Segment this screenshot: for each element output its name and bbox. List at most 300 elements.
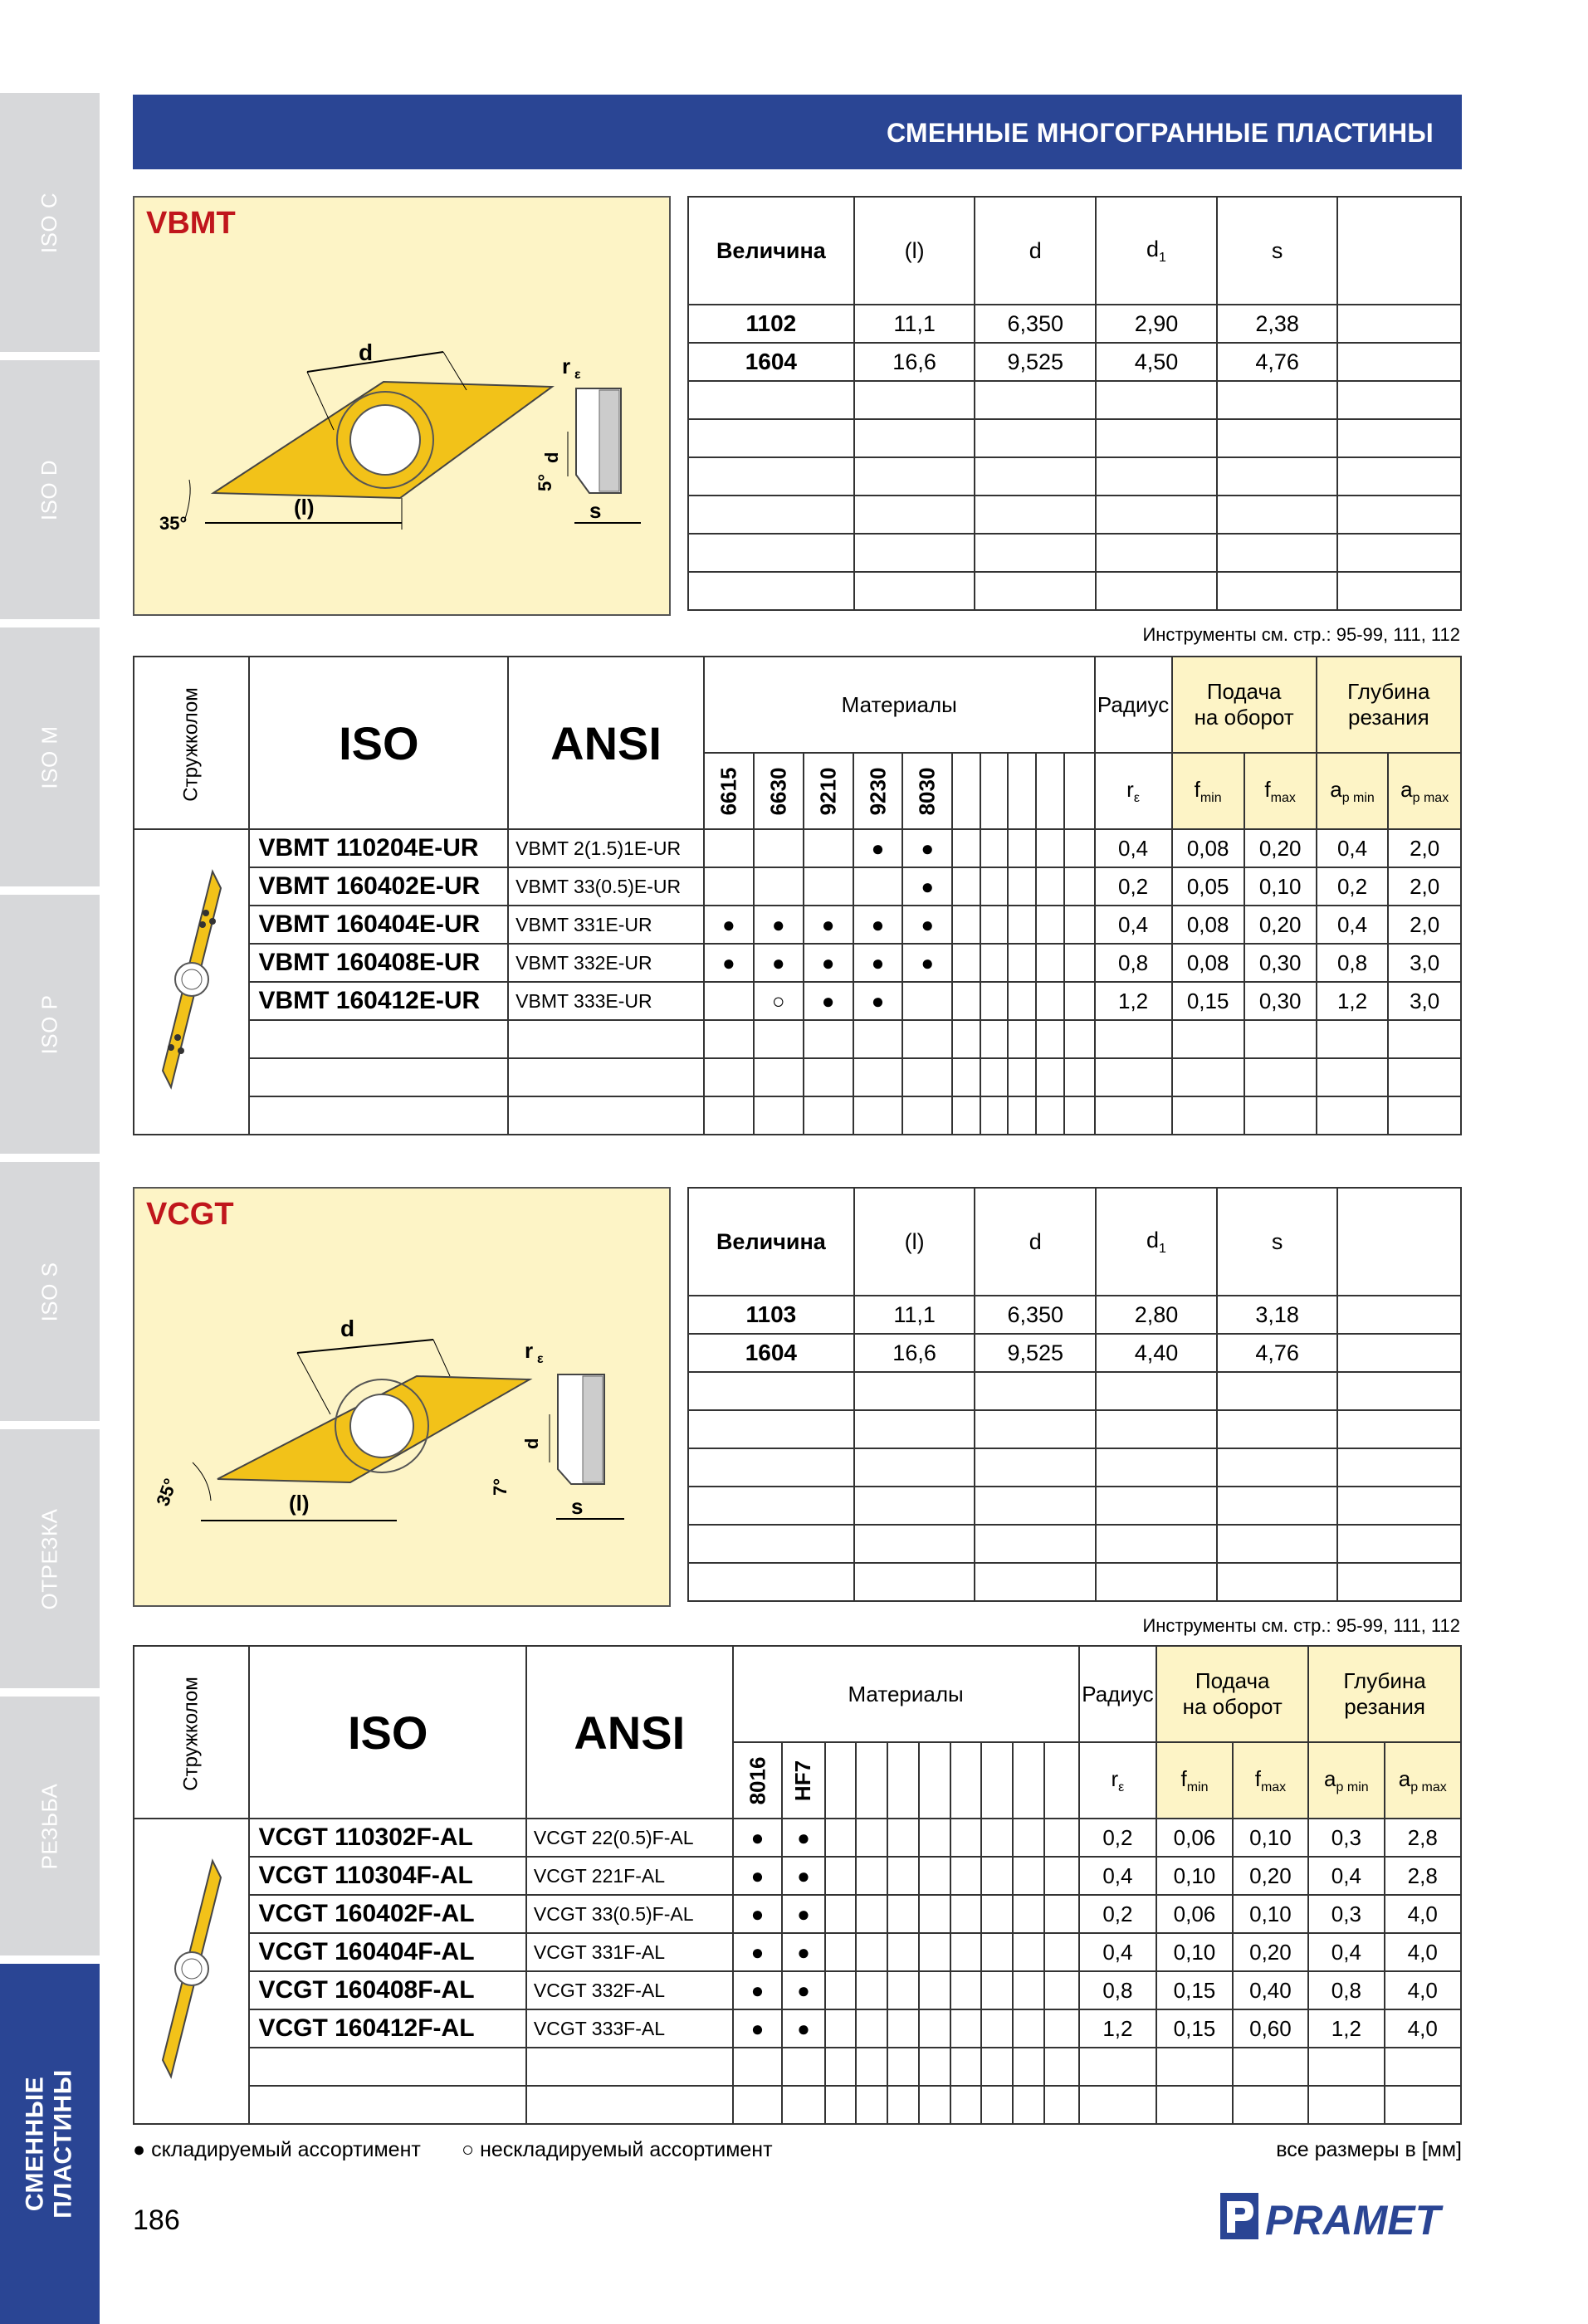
ansi-code: VCGT 332F-AL xyxy=(526,1971,733,2009)
grade-cell xyxy=(950,2086,982,2124)
dim-cell: 16,6 xyxy=(854,343,975,381)
dim-re-label: r xyxy=(562,354,571,378)
vcgt-insert-icon xyxy=(154,1844,229,2093)
param-cell: 0,20 xyxy=(1233,1857,1308,1895)
grade-cell: ● xyxy=(733,1971,783,2009)
materials-table-vbmt xyxy=(133,656,1462,1135)
ansi-header: ANSI xyxy=(508,657,704,829)
grade-header xyxy=(919,1742,950,1819)
iso-code: VBMT 160408E-UR xyxy=(249,944,508,982)
grade-cell xyxy=(856,1971,887,2009)
grade-cell xyxy=(825,1857,857,1895)
pramet-logo xyxy=(1220,2188,1461,2246)
dim-cell: 4,40 xyxy=(1096,1334,1217,1372)
dim-cell xyxy=(688,1563,854,1601)
grade-cell xyxy=(825,2009,857,2048)
grade-cell: ● xyxy=(853,906,903,944)
sidebar-tab-iso-d[interactable] xyxy=(0,360,100,619)
grade-cell xyxy=(825,1895,857,1933)
dim-cell xyxy=(1217,1563,1338,1601)
grade-cell: ● xyxy=(853,944,903,982)
grade-cell xyxy=(1036,1096,1064,1135)
ansi-code xyxy=(508,1020,704,1058)
param-cell: 0,8 xyxy=(1308,1971,1384,2009)
table-row xyxy=(134,2086,1461,2124)
dim-row xyxy=(688,1296,1461,1334)
sidebar-tab-inserts[interactable] xyxy=(0,1964,100,2324)
dim-l-label: (l) xyxy=(289,1491,310,1516)
grade-cell xyxy=(1044,1819,1079,1857)
grade-cell xyxy=(1036,982,1064,1020)
param-cell: 2,8 xyxy=(1385,1819,1461,1857)
dim-cell xyxy=(1337,572,1461,610)
ansi-code xyxy=(508,1058,704,1096)
grade-cell xyxy=(887,1933,919,1971)
param-header-fmax: $f_{max}$ xyxy=(1244,753,1317,829)
dim-row xyxy=(688,305,1461,343)
grade-cell xyxy=(853,867,903,906)
page-number: 186 xyxy=(133,2204,180,2236)
dim-row xyxy=(688,1487,1461,1525)
param-cell xyxy=(1385,2048,1461,2086)
param-cell: 0,8 xyxy=(1317,944,1389,982)
grade-cell: ● xyxy=(804,982,853,1020)
grade-cell xyxy=(853,1020,903,1058)
dim-cell xyxy=(1337,1525,1461,1563)
dim-cell xyxy=(1217,1372,1338,1410)
grade-cell xyxy=(1036,944,1064,982)
grade-cell: ● xyxy=(733,1895,783,1933)
grade-cell xyxy=(704,1020,754,1058)
grade-cell xyxy=(825,1933,857,1971)
grade-cell xyxy=(950,1933,982,1971)
param-cell: 0,2 xyxy=(1095,867,1172,906)
param-cell: 0,2 xyxy=(1317,867,1389,906)
ansi-code: VBMT 333E-UR xyxy=(508,982,704,1020)
grade-cell xyxy=(981,1819,1013,1857)
dim-header-size: Величина xyxy=(688,197,854,305)
radius-header: Радиус xyxy=(1095,657,1172,753)
dim-header-size: Величина xyxy=(688,1188,854,1296)
grade-header: 8016 xyxy=(733,1742,783,1819)
grade-cell: ● xyxy=(754,944,804,982)
dim-cell xyxy=(975,534,1096,572)
grade-cell: ● xyxy=(902,906,952,944)
param-cell xyxy=(1172,1096,1244,1135)
iso-header: ISO xyxy=(249,1646,525,1819)
grade-cell xyxy=(733,2048,783,2086)
dim-cell xyxy=(1337,457,1461,496)
dim-row xyxy=(688,1563,1461,1601)
grade-cell xyxy=(1008,1096,1036,1135)
grade-cell xyxy=(1008,1058,1036,1096)
materials-header: Материалы xyxy=(704,657,1095,753)
grade-cell: ● xyxy=(782,1857,824,1895)
grade-cell xyxy=(887,2009,919,2048)
param-cell: 1,2 xyxy=(1308,2009,1384,2048)
grade-cell: ● xyxy=(782,2009,824,2048)
dim-cell: 1102 xyxy=(688,305,854,343)
param-cell: 2,0 xyxy=(1388,906,1461,944)
dim-cell xyxy=(854,1525,975,1563)
dim-cell xyxy=(1096,1372,1217,1410)
ansi-code xyxy=(526,2086,733,2124)
grade-cell xyxy=(952,906,980,944)
grade-cell xyxy=(981,2086,1013,2124)
grade-cell xyxy=(981,2009,1013,2048)
depth-header: Глубина резания xyxy=(1317,657,1461,753)
grade-header: 9210 xyxy=(804,753,853,829)
grade-cell: ● xyxy=(704,906,754,944)
grade-cell xyxy=(1036,1058,1064,1096)
dim-row xyxy=(688,1334,1461,1372)
dim-header-l: (l) xyxy=(854,197,975,305)
grade-cell xyxy=(853,1058,903,1096)
chipbreaker-image xyxy=(134,1819,249,2124)
param-cell: 0,10 xyxy=(1244,867,1317,906)
grade-header xyxy=(952,753,980,829)
table-row xyxy=(134,1857,1461,1895)
iso-code: VBMT 160402E-UR xyxy=(249,867,508,906)
grade-cell xyxy=(1008,1020,1036,1058)
grade-cell xyxy=(856,1857,887,1895)
grade-cell xyxy=(1013,1933,1044,1971)
grade-cell xyxy=(1044,1895,1079,1933)
dim-cell xyxy=(854,496,975,534)
dim-header-d1: $d_1$ xyxy=(1096,197,1217,305)
dim-cell xyxy=(1096,419,1217,457)
grade-header xyxy=(950,1742,982,1819)
dim-relief-label: 5° xyxy=(535,473,555,491)
param-cell: 2,0 xyxy=(1388,867,1461,906)
param-cell: 0,60 xyxy=(1233,2009,1308,2048)
dim-cell xyxy=(1337,419,1461,457)
legend-nonstock xyxy=(462,2138,773,2162)
ansi-code: VBMT 331E-UR xyxy=(508,906,704,944)
grade-cell: ● xyxy=(733,1933,783,1971)
grade-header xyxy=(981,1742,1013,1819)
grade-cell xyxy=(1036,829,1064,867)
grade-cell xyxy=(754,1020,804,1058)
param-cell: 0,8 xyxy=(1095,944,1172,982)
dim-cell xyxy=(1337,1487,1461,1525)
grade-cell xyxy=(902,982,952,1020)
ansi-code: VCGT 221F-AL xyxy=(526,1857,733,1895)
grade-cell xyxy=(952,1020,980,1058)
grade-cell xyxy=(704,1096,754,1135)
dim-cell xyxy=(688,496,854,534)
grade-cell xyxy=(887,1819,919,1857)
dim-cell xyxy=(1096,1487,1217,1525)
iso-code: VBMT 160404E-UR xyxy=(249,906,508,944)
grade-cell xyxy=(1044,1971,1079,2009)
pramet-logo-text: PRAMET xyxy=(1265,2197,1441,2243)
grade-cell xyxy=(1013,1857,1044,1895)
dim-row xyxy=(688,1410,1461,1448)
dim-cell: 1604 xyxy=(688,1334,854,1372)
sidebar-tab-label: ISO P xyxy=(37,994,62,1054)
param-cell xyxy=(1095,1096,1172,1135)
grade-header: 8030 xyxy=(902,753,952,829)
dim-cell xyxy=(975,457,1096,496)
param-cell xyxy=(1317,1020,1389,1058)
grade-cell xyxy=(1064,867,1095,906)
dim-row xyxy=(688,381,1461,419)
grade-header xyxy=(1064,753,1095,829)
dim-cell xyxy=(1096,381,1217,419)
grade-cell xyxy=(952,944,980,982)
param-cell: 3,0 xyxy=(1388,944,1461,982)
param-cell: 0,3 xyxy=(1308,1819,1384,1857)
dim-cell: 3,18 xyxy=(1217,1296,1338,1334)
grade-cell xyxy=(919,1857,950,1895)
grade-cell xyxy=(1036,1020,1064,1058)
param-header-fmax: $f_{max}$ xyxy=(1233,1742,1308,1819)
table-row xyxy=(134,829,1461,867)
param-header-re: $r_\varepsilon$ xyxy=(1079,1742,1157,1819)
table-row xyxy=(134,906,1461,944)
iso-code: VCGT 160402F-AL xyxy=(249,1895,525,1933)
grade-cell xyxy=(902,1096,952,1135)
dim-cell xyxy=(688,457,854,496)
grade-cell xyxy=(887,2048,919,2086)
param-cell: 0,15 xyxy=(1156,2009,1232,2048)
grade-cell: ● xyxy=(782,1895,824,1933)
dim-cell: 9,525 xyxy=(975,343,1096,381)
dim-cell xyxy=(1096,1525,1217,1563)
grade-cell xyxy=(981,2048,1013,2086)
grade-cell xyxy=(782,2048,824,2086)
grade-cell xyxy=(1008,944,1036,982)
grade-cell xyxy=(1036,906,1064,944)
ansi-code: VCGT 331F-AL xyxy=(526,1933,733,1971)
dim-row xyxy=(688,534,1461,572)
param-cell xyxy=(1385,2086,1461,2124)
dim-cell xyxy=(1337,1410,1461,1448)
grade-cell xyxy=(754,1096,804,1135)
dim-relief-label: 7° xyxy=(490,1477,511,1496)
grade-cell xyxy=(902,1020,952,1058)
dim-cell xyxy=(688,1487,854,1525)
grade-cell xyxy=(754,829,804,867)
param-cell xyxy=(1308,2086,1384,2124)
grade-cell xyxy=(950,1819,982,1857)
param-header-apmin: $a_{p min}$ xyxy=(1317,753,1389,829)
grade-header xyxy=(1044,1742,1079,1819)
param-cell xyxy=(1233,2086,1308,2124)
dimensions-table-vbmt xyxy=(687,196,1462,611)
grade-cell: ● xyxy=(902,944,952,982)
param-cell xyxy=(1317,1058,1389,1096)
dim-cell xyxy=(1337,1334,1461,1372)
param-header-fmin: $f_{min}$ xyxy=(1156,1742,1232,1819)
param-cell xyxy=(1095,1020,1172,1058)
grade-header xyxy=(1036,753,1064,829)
param-cell: 0,8 xyxy=(1079,1971,1157,2009)
dim-cell xyxy=(854,381,975,419)
dim-d-label: d xyxy=(340,1316,355,1341)
grade-cell xyxy=(950,1857,982,1895)
grade-cell xyxy=(1013,2086,1044,2124)
dim-cell: 2,38 xyxy=(1217,305,1338,343)
units-note: все размеры в [мм] xyxy=(1276,2138,1462,2161)
dim-row xyxy=(688,1448,1461,1487)
grade-cell xyxy=(856,1933,887,1971)
dim-cell: 6,350 xyxy=(975,305,1096,343)
iso-code xyxy=(249,1020,508,1058)
sidebar-tab-iso-m[interactable] xyxy=(0,627,100,886)
ansi-code: VBMT 332E-UR xyxy=(508,944,704,982)
insert-code: VCGT xyxy=(146,1197,234,1232)
dim-d-label: d xyxy=(359,339,374,365)
param-cell: 0,4 xyxy=(1095,829,1172,867)
param-cell xyxy=(1244,1058,1317,1096)
iso-header: ISO xyxy=(249,657,508,829)
grade-cell xyxy=(1008,906,1036,944)
iso-code xyxy=(249,1096,508,1135)
param-cell xyxy=(1079,2086,1157,2124)
ansi-code: VBMT 33(0.5)E-UR xyxy=(508,867,704,906)
grade-cell xyxy=(856,1895,887,1933)
table-row xyxy=(134,2009,1461,2048)
dim-header-d: d xyxy=(975,1188,1096,1296)
dim-cell xyxy=(854,1487,975,1525)
dim-cell xyxy=(1337,1296,1461,1334)
grade-cell xyxy=(856,2048,887,2086)
grade-cell: ● xyxy=(733,2009,783,2048)
dim-cell xyxy=(1337,1448,1461,1487)
grade-cell xyxy=(1008,867,1036,906)
grade-cell xyxy=(952,1058,980,1096)
grade-cell: ● xyxy=(853,982,903,1020)
grade-cell xyxy=(754,1058,804,1096)
param-cell: 0,40 xyxy=(1233,1971,1308,2009)
param-cell: 0,4 xyxy=(1308,1857,1384,1895)
dim-cell xyxy=(975,1410,1096,1448)
dim-row xyxy=(688,1525,1461,1563)
grade-cell xyxy=(856,1819,887,1857)
grade-cell xyxy=(981,1933,1013,1971)
vcgt-dimension-drawing xyxy=(134,1189,669,1605)
dim-cell xyxy=(1096,496,1217,534)
param-cell: 4,0 xyxy=(1385,1895,1461,1933)
param-cell: 1,2 xyxy=(1095,982,1172,1020)
tools-note: Инструменты см. стр.: 95-99, 111, 112 xyxy=(1142,624,1460,645)
vbmt-insert-icon xyxy=(154,855,229,1104)
grade-cell xyxy=(804,1096,853,1135)
dim-cell xyxy=(975,419,1096,457)
grade-cell xyxy=(1008,982,1036,1020)
dim-cell xyxy=(1096,457,1217,496)
param-header-apmax: $a_{p max}$ xyxy=(1388,753,1461,829)
table-row xyxy=(134,1971,1461,2009)
dim-cell xyxy=(975,1487,1096,1525)
dim-cell xyxy=(688,1372,854,1410)
dim-cell xyxy=(688,534,854,572)
param-cell xyxy=(1244,1096,1317,1135)
dim-cell xyxy=(1337,496,1461,534)
dim-cell xyxy=(975,1448,1096,1487)
param-cell xyxy=(1079,2048,1157,2086)
grade-cell: ● xyxy=(733,1857,783,1895)
grade-header: HF7 xyxy=(782,1742,824,1819)
iso-code: VCGT 160412F-AL xyxy=(249,2009,525,2048)
dim-l-label: (l) xyxy=(294,495,315,520)
dim-cell xyxy=(1337,1372,1461,1410)
iso-code xyxy=(249,2048,525,2086)
dim-cell xyxy=(1217,496,1338,534)
table-row xyxy=(134,982,1461,1020)
dim-cell xyxy=(1337,305,1461,343)
param-cell xyxy=(1095,1058,1172,1096)
sidebar-tab-threading[interactable] xyxy=(0,1697,100,1955)
nonstock-circle-icon: ○ xyxy=(462,2138,475,2161)
dim-cell: 11,1 xyxy=(854,305,975,343)
param-cell: 4,0 xyxy=(1385,1933,1461,1971)
dim-cell xyxy=(1096,1563,1217,1601)
dim-cell xyxy=(1096,1410,1217,1448)
dimensions-table-vcgt xyxy=(687,1187,1462,1602)
grade-cell xyxy=(919,2048,950,2086)
grade-cell xyxy=(919,2086,950,2124)
sidebar-tab-iso-s[interactable] xyxy=(0,1162,100,1421)
insert-sketch-vcgt xyxy=(133,1187,671,1607)
grade-cell xyxy=(980,944,1009,982)
dim-cell: 16,6 xyxy=(854,1334,975,1372)
grade-cell xyxy=(1064,1096,1095,1135)
dim-cell xyxy=(1217,572,1338,610)
grade-cell xyxy=(952,1096,980,1135)
grade-cell xyxy=(981,1895,1013,1933)
grade-cell xyxy=(919,1971,950,2009)
grade-cell xyxy=(1044,2048,1079,2086)
dim-cell xyxy=(1217,381,1338,419)
sidebar-tab-label: ISO D xyxy=(37,459,62,520)
sidebar-tab-label: ISO M xyxy=(37,725,62,789)
dim-cell: 4,50 xyxy=(1096,343,1217,381)
table-row xyxy=(134,1819,1461,1857)
param-header-fmin: $f_{min}$ xyxy=(1172,753,1244,829)
grade-cell xyxy=(1013,2009,1044,2048)
dim-cell xyxy=(1337,1563,1461,1601)
grade-cell xyxy=(1036,867,1064,906)
dim-cell xyxy=(975,1563,1096,1601)
param-cell: 0,4 xyxy=(1079,1933,1157,1971)
dim-cell xyxy=(1217,1487,1338,1525)
depth-header: Глубина резания xyxy=(1308,1646,1461,1742)
grade-cell xyxy=(950,2048,982,2086)
sidebar-tab-iso-c[interactable] xyxy=(0,93,100,352)
dim-cell xyxy=(854,534,975,572)
dim-row xyxy=(688,419,1461,457)
grade-cell xyxy=(1044,2009,1079,2048)
param-cell: 0,20 xyxy=(1244,906,1317,944)
param-cell: 0,08 xyxy=(1172,944,1244,982)
grade-cell xyxy=(804,1020,853,1058)
param-cell: 0,30 xyxy=(1244,944,1317,982)
sidebar-tab-iso-p[interactable] xyxy=(0,895,100,1154)
ansi-code: VCGT 333F-AL xyxy=(526,2009,733,2048)
grade-cell: ● xyxy=(782,1971,824,2009)
grade-cell xyxy=(887,2086,919,2124)
dim-cell xyxy=(854,572,975,610)
dim-cell xyxy=(975,381,1096,419)
sidebar-tab-cutoff[interactable] xyxy=(0,1429,100,1688)
grade-cell xyxy=(981,1971,1013,2009)
dim-cell: 2,90 xyxy=(1096,305,1217,343)
table-row xyxy=(134,2048,1461,2086)
grade-header xyxy=(1008,753,1036,829)
